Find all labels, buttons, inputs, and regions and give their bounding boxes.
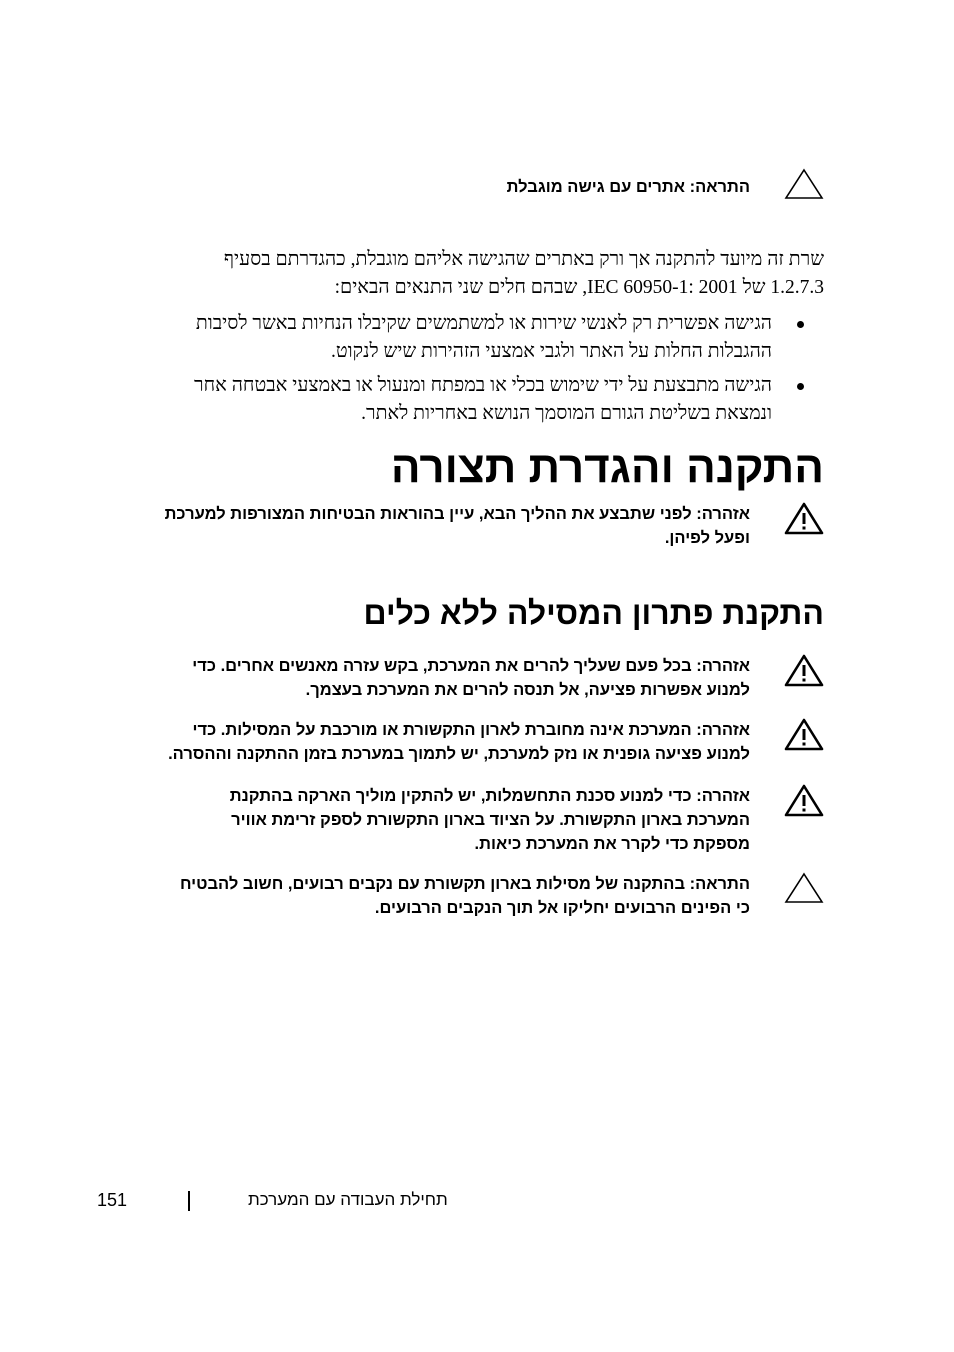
warning-support-line-1: אזהרה: המערכת אינה מחוברת לארון התקשורת או מורכבת על המסילות. כדי — [192, 721, 750, 739]
warning-safety-line-2: ופעל לפיהן. — [664, 529, 750, 547]
intro-line-1: שרת זה מיועד להתקנה אך ורק באתרים שהגישה אליהם מוגבלת, כהגדרתם בסעיף — [223, 249, 824, 270]
bullet-1-line-2: ההגבלות החלות על האתר ולגבי אמצעי הזהירות שיש לנקוט. — [331, 341, 772, 362]
warning-safety — [165, 502, 824, 550]
caution-label: התראה: אתרים עם גישה מוגבלת — [506, 178, 750, 196]
warning-icon — [784, 718, 824, 752]
warning-grounding-line-1: אזהרה: כדי למנוע סכנת התחשמלות, יש להתקין מוליך הארקה בהתקנת — [229, 787, 750, 805]
bullet-item-2 — [194, 372, 824, 428]
warning-icon — [784, 654, 824, 688]
bullet-dot — [772, 310, 824, 366]
caution-square-holes-line-1: התראה: בהתקנה של מסילות בארון תקשורת עם נקבים רבועים, חשוב להבטיח — [179, 875, 750, 893]
caution-icon — [784, 872, 824, 906]
bullet-dot — [772, 372, 824, 428]
footer-divider — [188, 1191, 190, 1211]
warning-support — [168, 718, 824, 766]
warning-safety-line-1: אזהרה: לפני שתבצע את ההליך הבא, עיין בהוראות הבטיחות המצורפות למערכת — [164, 505, 750, 523]
warning-support-line-2: למנוע פציעה גופנית או נזק למערכת, יש לתמוך במערכת בזמן ההתקנה וההסרה. — [168, 745, 750, 763]
page-title: התקנה והגדרת תצורה — [390, 443, 824, 492]
warning-icon — [784, 502, 824, 536]
warning-lifting — [192, 654, 824, 702]
intro-paragraph — [124, 246, 824, 302]
warning-lifting-line-1: אזהרה: בכל פעם שעליך להרים את המערכת, בקש עזרה מאנשים אחרים. כדי — [192, 657, 750, 675]
warning-grounding — [230, 784, 824, 856]
caution-icon — [784, 168, 824, 202]
warning-icon — [784, 784, 824, 818]
intro-line-2: 1.2.7.3 של IEC 60950-1: 2001, שבהם חלים שני התנאים הבאים: — [334, 277, 824, 298]
warning-grounding-line-2: המערכת בארון התקשורת. על הציוד בארון התקשורת לספק זרימת אוויר — [231, 811, 750, 829]
warning-grounding-line-3: מספקת כדי לקרר את המערכת כיאות. — [474, 835, 750, 853]
bullet-item-1 — [196, 310, 824, 366]
chapter-title: תחילת העבודה עם המערכת — [248, 1190, 448, 1209]
bullet-1-line-1: הגישה אפשרית רק לאנשי שירות או למשתמשים שקיבלו הנחיות באשר לסיבות — [195, 313, 772, 334]
bullet-2-line-2: ונמצאת בשליטת הגורם המוסמך הנושא באחריות לאתר. — [361, 403, 772, 424]
warning-lifting-line-2: למנוע אפשרות פציעה, אל תנסה להרים את המערכת בעצמך. — [305, 681, 750, 699]
bullet-2-line-1: הגישה מתבצעת על ידי שימוש בכלי או במפתח ומנעול או באמצעי אבטחה אחר — [194, 375, 772, 396]
caution-square-holes — [180, 872, 824, 920]
caution-site-access — [507, 168, 824, 206]
page-number: 151 — [97, 1190, 128, 1210]
caution-square-holes-line-2: כי הפינים הרבועים יחליקו אל תוך הנקבים הרבועים. — [374, 899, 750, 917]
section-title: התקנת פתרון המסילה ללא כלים — [363, 595, 824, 631]
